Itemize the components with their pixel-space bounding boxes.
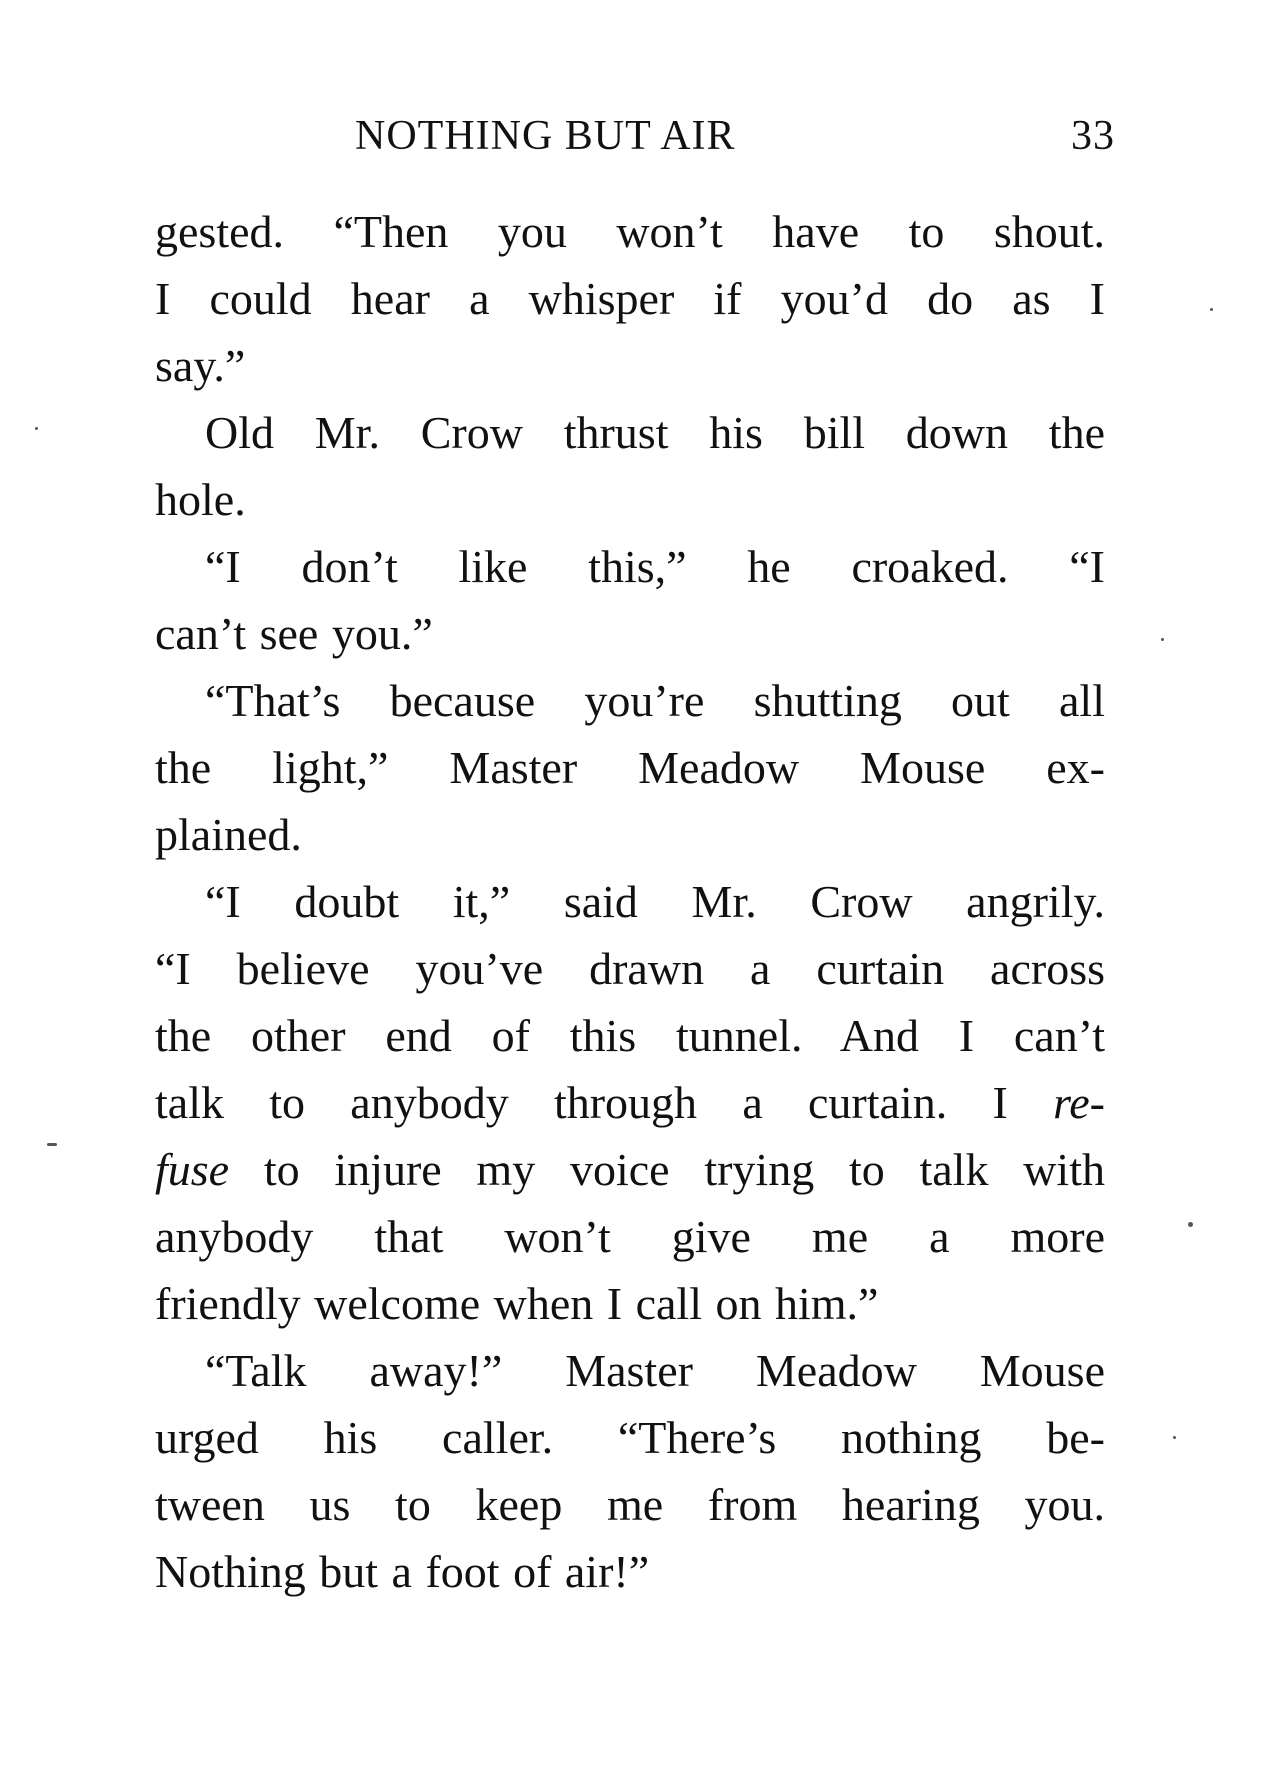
text-line: “I don’t like this,” he croaked. “I (205, 541, 1105, 592)
text-line: tween us to keep me from hearing you. (155, 1479, 1105, 1530)
text-line: talk to anybody through a curtain. I re- (155, 1077, 1105, 1128)
speck (35, 427, 38, 430)
text-line: plained. (155, 809, 302, 860)
text-line: “I believe you’ve drawn a curtain across (155, 943, 1105, 994)
page-number: 33 (1071, 113, 1115, 159)
text-line: Old Mr. Crow thrust his bill down the (205, 407, 1105, 458)
speck (1173, 1436, 1176, 1439)
running-title: NOTHING BUT AIR (355, 113, 736, 159)
text-line: the light,” Master Meadow Mouse ex- (155, 742, 1105, 793)
text-line: fuse to injure my voice trying to talk with (155, 1144, 1105, 1195)
text-line: I could hear a whisper if you’d do as I (155, 273, 1105, 324)
text-line: say.” (155, 340, 246, 391)
text-line: anybody that won’t give me a more (155, 1211, 1105, 1262)
text-line: gested. “Then you won’t have to shout. (155, 206, 1105, 257)
speck (1161, 638, 1164, 641)
text-line: friendly welcome when I call on him.” (155, 1278, 879, 1329)
text-line: Nothing but a foot of air!” (155, 1546, 650, 1597)
text-line: “That’s because you’re shutting out all (205, 675, 1105, 726)
text-line: “Talk away!” Master Meadow Mouse (205, 1345, 1105, 1396)
text-line: hole. (155, 474, 246, 525)
body-text (155, 198, 1105, 1605)
text-line: urged his caller. “There’s nothing be- (155, 1412, 1105, 1463)
speck (1210, 308, 1213, 311)
text-line: can’t see you.” (155, 608, 433, 659)
page-header (355, 112, 1115, 172)
speck (47, 1143, 57, 1146)
text-line: “I doubt it,” said Mr. Crow angrily. (205, 876, 1105, 927)
text-line: the other end of this tunnel. And I can’t (155, 1010, 1105, 1061)
speck (1188, 1222, 1193, 1227)
